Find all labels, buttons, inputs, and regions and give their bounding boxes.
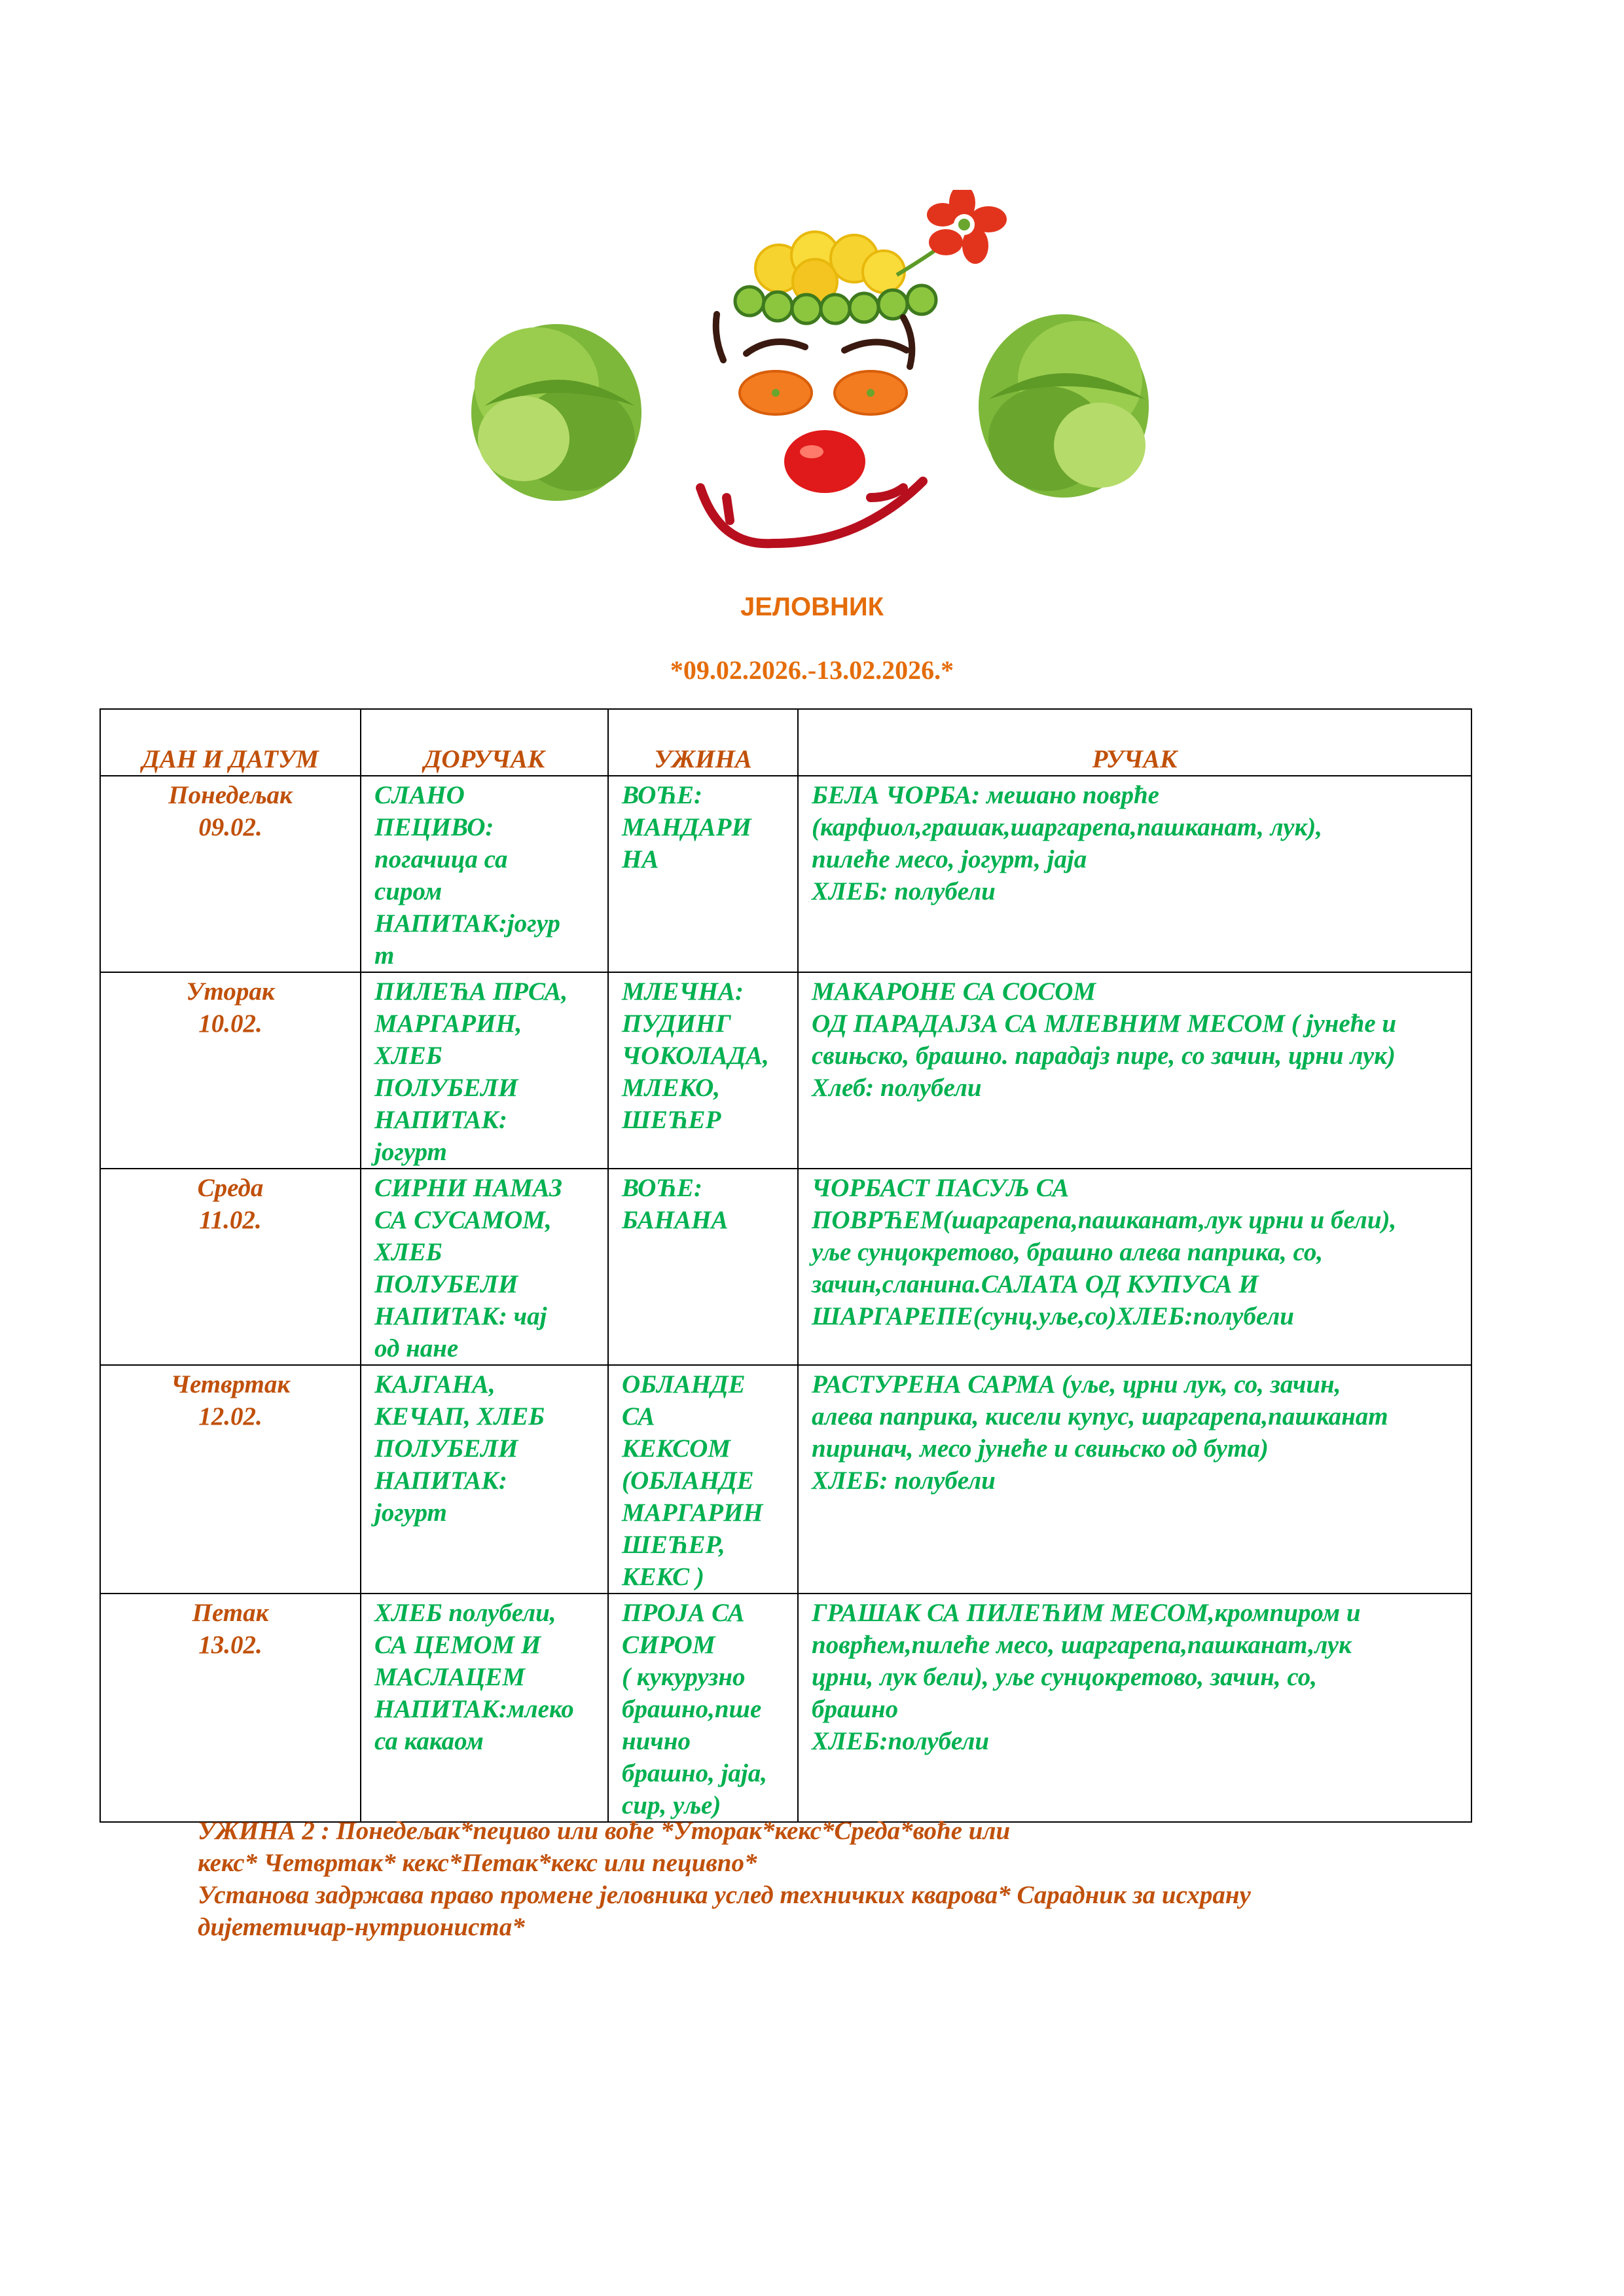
snack-cell — [608, 1594, 798, 1822]
lunch-line: пилеће месо, јогурт, јаја — [812, 845, 1087, 873]
breakfast-line: ХЛЕБ — [374, 1042, 442, 1070]
snack-line: брашно,пше — [622, 1695, 762, 1723]
lunch-line: РАСТУРЕНА САРМА (уље, црни лук, со, зачин, — [812, 1370, 1341, 1398]
snack-line: МАНДАРИ — [622, 813, 751, 841]
snack-line: ( кукурузно — [622, 1663, 746, 1691]
footer-line: кекс* Четвртак* кекс*Петак*кекс или пецивпо* — [198, 1849, 757, 1877]
breakfast-line: ПОЛУБЕЛИ — [374, 1434, 518, 1463]
day-date: 12.02. — [198, 1402, 262, 1430]
lunch-line: брашно — [812, 1695, 899, 1723]
snack-line: КЕКСОМ — [622, 1434, 731, 1463]
lunch-line: БЕЛА ЧОРБА: мешано поврће — [812, 781, 1159, 809]
lunch-line: пиринач, месо јунеће и свињско од бута) — [812, 1434, 1269, 1463]
lunch-line: ХЛЕБ:полубели — [812, 1727, 990, 1755]
breakfast-line: СА ЦЕМОМ И — [374, 1631, 541, 1659]
lunch-line: ОД ПАРАДАЈЗА СА МЛЕВНИМ МЕСОМ ( јунеће и — [812, 1010, 1397, 1038]
footer-notes — [198, 1815, 1441, 1943]
footer-line: дијететичар-нутриониста* — [198, 1913, 525, 1941]
breakfast-line: ХЛЕБ — [374, 1238, 442, 1266]
breakfast-line: МАСЛАЦЕМ — [374, 1663, 526, 1691]
day-name: Понедељак — [168, 781, 293, 809]
breakfast-line: ПЕЦИВО: — [374, 813, 494, 841]
lunch-line: (карфиол,грашак,шаргарепа,пашканат, лук), — [812, 813, 1322, 841]
table-row — [100, 1594, 1471, 1822]
breakfast-cell — [361, 1594, 608, 1822]
lunch-line: ХЛЕБ: полубели — [812, 877, 996, 905]
column-header-lunch: РУЧАК — [798, 709, 1471, 776]
lunch-cell — [798, 1365, 1471, 1594]
table-row — [100, 1169, 1471, 1365]
breakfast-line: јогурт — [374, 1138, 447, 1166]
breakfast-line: МАРГАРИН, — [374, 1010, 522, 1038]
table-row — [100, 1365, 1471, 1594]
date-range: *09.02.2026.-13.02.2026.* — [670, 655, 954, 685]
snack-line: ШЕЋЕР, — [622, 1531, 725, 1559]
breakfast-line: сиром — [374, 877, 442, 905]
snack-line: НА — [622, 845, 659, 873]
menu-table — [99, 708, 1472, 1823]
breakfast-line: јогурт — [374, 1499, 447, 1527]
footer-line: УЖИНА 2 : Понедељак*пециво или воће *Уторак*кекс*Среда*воће или — [198, 1817, 1011, 1845]
snack-line: ПРОЈА СА — [622, 1599, 745, 1627]
day-cell — [100, 776, 361, 972]
snack-line: ШЕЋЕР — [622, 1106, 721, 1134]
breakfast-cell — [361, 776, 608, 972]
snack-line: ОБЛАНДЕ — [622, 1370, 746, 1398]
carrot-eyes-icon — [740, 371, 907, 414]
lunch-cell — [798, 1169, 1471, 1365]
lunch-cell — [798, 776, 1471, 972]
breakfast-cell — [361, 1365, 608, 1594]
snack-cell — [608, 776, 798, 972]
snack-line: ВОЋЕ: — [622, 1174, 702, 1202]
snack-line: СА — [622, 1402, 655, 1430]
breakfast-line: НАПИТАК: чај — [374, 1302, 547, 1330]
day-name: Среда — [197, 1174, 264, 1202]
breakfast-line: СИРНИ НАМАЗ — [374, 1174, 562, 1202]
snack-line: БАНАНА — [622, 1206, 729, 1234]
left-lettuce-icon — [471, 324, 641, 501]
lunch-line: ЧОРБАСТ ПАСУЉ СА — [812, 1174, 1070, 1202]
table-row — [100, 776, 1471, 972]
lunch-line: алева паприка, кисели купус, шаргарепа,пашканат — [812, 1402, 1388, 1430]
snack-cell — [608, 1169, 798, 1365]
lunch-line: црни, лук бели), уље сунцокретово, зачин, со, — [812, 1663, 1318, 1691]
lunch-line: уље сунцокретово, брашно алева паприка, со, — [812, 1238, 1324, 1266]
breakfast-line: НАПИТАК: — [374, 1467, 507, 1495]
lunch-line: зачин,сланина.САЛАТА ОД КУПУСА И — [812, 1270, 1259, 1298]
breakfast-line: НАПИТАК:јогур — [374, 909, 560, 938]
lunch-line: МАКАРОНЕ СА СОСОМ — [812, 977, 1096, 1006]
day-cell — [100, 1594, 361, 1822]
snack-line: сир, уље) — [622, 1791, 721, 1819]
breakfast-line: КЕЧАП, ХЛЕБ — [374, 1402, 545, 1430]
day-cell — [100, 1365, 361, 1594]
column-header-day: ДАН И ДАТУМ — [100, 709, 361, 776]
breakfast-line: погачица са — [374, 845, 508, 873]
breakfast-line: КАЈГАНА, — [374, 1370, 496, 1398]
breakfast-line: СЛАНО — [374, 781, 465, 809]
breakfast-line: ПИЛЕЋА ПРСА, — [374, 977, 568, 1006]
breakfast-line: НАПИТАК:млеко — [374, 1695, 574, 1723]
snack-line: нично — [622, 1727, 691, 1755]
snack-line: брашно, јаја, — [622, 1759, 768, 1787]
day-date: 10.02. — [198, 1010, 262, 1038]
snack-line: МЛЕКО, — [622, 1074, 720, 1102]
breakfast-line: НАПИТАК: — [374, 1106, 507, 1134]
day-cell — [100, 972, 361, 1169]
snack-line: СИРОМ — [622, 1631, 715, 1659]
lunch-cell — [798, 1594, 1471, 1822]
day-name: Уторак — [186, 977, 275, 1006]
page-title: ЈЕЛОВНИК — [740, 592, 884, 621]
snack-line: ПУДИНГ — [622, 1010, 731, 1038]
tomato-nose-icon — [784, 430, 865, 493]
day-name: Петак — [192, 1599, 269, 1627]
snack-line: ЧОКОЛАДА, — [622, 1042, 769, 1070]
lunch-line: ПОВРЋЕМ(шаргарепа,пашканат,лук црни и бели), — [812, 1206, 1397, 1234]
snack-line: ВОЋЕ: — [622, 781, 702, 809]
right-lettuce-icon — [979, 314, 1149, 498]
breakfast-line: ХЛЕБ полубели, — [374, 1599, 556, 1627]
table-row — [100, 972, 1471, 1169]
breakfast-cell — [361, 972, 608, 1169]
breakfast-line: ПОЛУБЕЛИ — [374, 1074, 518, 1102]
breakfast-line: т — [374, 941, 395, 970]
day-date: 09.02. — [198, 813, 262, 841]
snack-cell — [608, 1365, 798, 1594]
lunch-line: ШАРГАРЕПЕ(сунц.уље,со)ХЛЕБ:полубели — [812, 1302, 1294, 1330]
breakfast-line: са какаом — [374, 1727, 484, 1755]
snack-cell — [608, 972, 798, 1169]
lunch-line: ХЛЕБ: полубели — [812, 1467, 996, 1495]
snack-line: МЛЕЧНА: — [622, 977, 744, 1006]
table-header-row — [100, 709, 1471, 776]
breakfast-cell — [361, 1169, 608, 1365]
day-name: Четвртак — [170, 1370, 291, 1398]
snack-line: (ОБЛАНДЕ — [622, 1467, 754, 1495]
strawberry-flower-icon — [897, 190, 1007, 275]
breakfast-line: ПОЛУБЕЛИ — [374, 1270, 518, 1298]
breakfast-line: СА СУСАМОМ, — [374, 1206, 552, 1234]
day-date: 13.02. — [198, 1631, 262, 1659]
snack-line: КЕКС ) — [622, 1563, 704, 1591]
lunch-line: Хлеб: полубели — [812, 1074, 982, 1102]
footer-line: Установа задржава право промене јеловника услед техничких кварова* Сарадник за исхрану — [198, 1881, 1251, 1909]
column-header-snack: УЖИНА — [608, 709, 798, 776]
day-cell — [100, 1169, 361, 1365]
vegetable-clown-illustration — [471, 190, 1152, 556]
day-date: 11.02. — [199, 1206, 262, 1234]
lunch-cell — [798, 972, 1471, 1169]
snack-line: МАРГАРИН — [622, 1499, 763, 1527]
column-header-breakfast: ДОРУЧАК — [361, 709, 608, 776]
lunch-line: поврћем,пилеће месо, шаргарепа,пашканат,лук — [812, 1631, 1352, 1659]
breakfast-line: од нане — [374, 1334, 459, 1362]
lunch-line: ГРАШАК СА ПИЛЕЋИМ МЕСОМ,кромпиром и — [812, 1599, 1361, 1627]
lunch-line: свињско, брашно. парадајз пире, со зачин, црни лук) — [812, 1042, 1396, 1070]
